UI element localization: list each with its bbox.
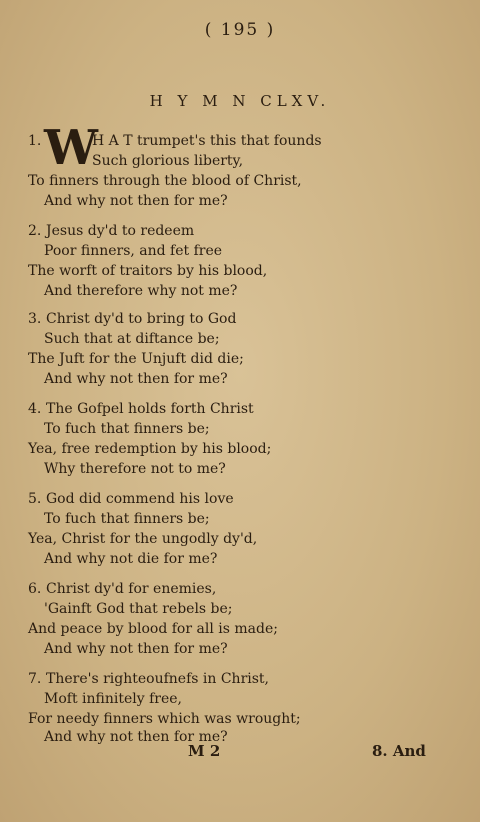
verse-line: Christ dy'd for enemies, [46,581,217,597]
verse-line: And why not then for me? [44,371,228,387]
verse-line: And peace by blood for all is made; [28,621,278,637]
stanza-number: 1. [28,133,42,149]
stanza-number: 5. [28,491,42,507]
verse-line: Moft infinitely free, [44,691,182,707]
verse-line: Jesus dy'd to redeem [46,223,195,239]
verse-line: And why not then for me? [44,729,228,745]
verse-line: To finners through the blood of Christ, [28,173,302,189]
verse-line: The worft of traitors by his blood, [28,263,268,279]
verse-line: Christ dy'd to bring to God [46,311,237,327]
stanza-number: 4. [28,401,42,417]
verse-line: For needy finners which was wrought; [28,711,301,727]
verse-line: Such glorious liberty, [92,153,244,169]
verse-line: The Gofpel holds forth Christ [46,401,254,417]
verse-line: And why not then for me? [44,641,228,657]
verse-line: Such that at diftance be; [44,331,220,347]
signature-mark: M 2 [188,742,221,760]
verse-line: There's righteoufnefs in Christ, [46,671,270,687]
verse-line: To fuch that finners be; [44,421,210,437]
verse-line: Yea, Christ for the ungodly dy'd, [28,531,258,547]
stanza-number: 3. [28,311,42,327]
verse-line: 'Gainft God that rebels be; [44,601,233,617]
verse-line: God did commend his love [46,491,234,507]
verse-line: Poor finners, and fet free [44,243,223,259]
stanza-number: 2. [28,223,42,239]
hymn-title: H Y M N CLXV. [149,92,331,110]
verse-line: H A T trumpet's this that founds [92,133,322,149]
stanza-number: 6. [28,581,42,597]
verse-line: The Juft for the Unjuft did die; [28,351,244,367]
verse-line: And why not then for me? [44,193,228,209]
verse-line: And why not die for me? [44,551,218,567]
verse-line: And therefore why not me? [44,283,238,299]
stanza-number: 7. [28,671,42,687]
verse-line: To fuch that finners be; [44,511,210,527]
verse-line: Why therefore not to me? [44,461,226,477]
catchword: 8. And [372,742,426,760]
drop-cap: W [44,120,98,176]
verse-line: Yea, free redemption by his blood; [28,441,272,457]
page-number: ( 195 ) [204,20,276,40]
